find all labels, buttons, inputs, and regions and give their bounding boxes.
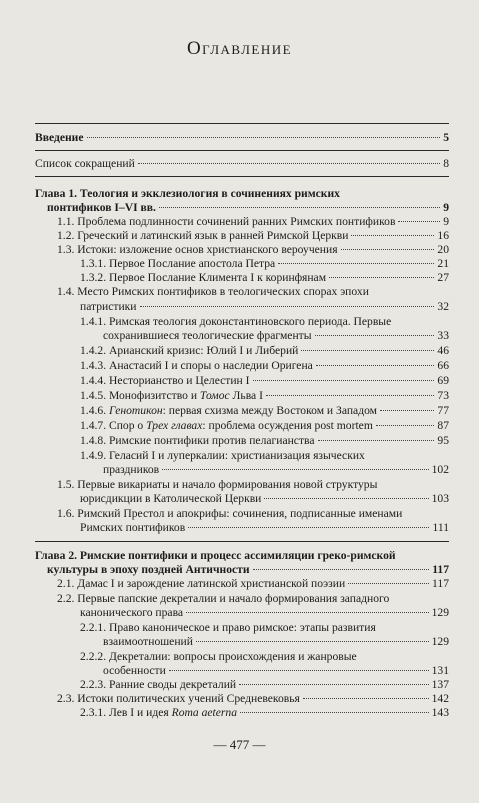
divider — [35, 150, 449, 151]
toc-entry-1-4-8[interactable]: 1.4.8. Римские понтифики против пелагианства 95 — [80, 434, 449, 447]
toc-entry-chapter-1[interactable]: понтификов I–VI вв. 9 — [47, 201, 449, 214]
toc-entry-2-1[interactable]: 2.1. Дамас I и зарождение латинской христианской поэзии 117 — [57, 577, 449, 590]
toc-entry-2-2-1[interactable]: взаимоотношений 129 — [103, 635, 449, 648]
divider — [35, 176, 449, 177]
toc-entry-1-4-1-line1: 1.4.1. Римская теология доконстантиновского периода. Первые — [80, 315, 392, 328]
toc-entry-2-2-1-line1: 2.2.1. Право каноническое и право римское: этапы развития — [80, 621, 376, 634]
chapter-2-title-line1: Глава 2. Римские понтифики и процесс ассимиляции греко-римской — [35, 549, 396, 562]
toc-entry-1-4-4[interactable]: 1.4.4. Несторианство и Целестин I 69 — [80, 374, 449, 387]
divider — [35, 541, 449, 542]
toc-entry-1-4-9[interactable]: праздников 102 — [103, 463, 449, 476]
toc-entry-2-2-2[interactable]: особенности 131 — [103, 664, 449, 677]
toc-entry-1-3[interactable]: 1.3. Истоки: изложение основ христианского вероучения 20 — [57, 243, 449, 256]
toc-entry-1-2[interactable]: 1.2. Греческий и латинский язык в ранней Римской Церкви 16 — [57, 229, 449, 242]
toc-entry-chapter-2[interactable]: культуры в эпоху поздней Античности 117 — [47, 563, 449, 576]
toc-entry-1-4-line1: 1.4. Место Римских понтификов в теологических спорах эпохи — [57, 285, 369, 298]
toc-entry-1-6-line1: 1.6. Римский Престол и апокрифы: сочинения, подписанные именами — [57, 507, 403, 520]
toc-entry-1-4-3[interactable]: 1.4.3. Анастасий I и споры о наследии Оригена 66 — [80, 359, 449, 372]
chapter-1-title-line1: Глава 1. Теология и экклезиология в сочинениях римских — [35, 187, 340, 200]
toc-entry-1-3-2[interactable]: 1.3.2. Первое Послание Климента I к коринфянам 27 — [80, 271, 449, 284]
toc-entry-2-2-2-line1: 2.2.2. Декреталии: вопросы происхождения и жанровые — [80, 650, 357, 663]
toc-entry-1-1[interactable]: 1.1. Проблема подлинности сочинений ранних Римских понтификов 9 — [57, 215, 449, 228]
toc-entry-2-2[interactable]: канонического права 129 — [80, 606, 449, 619]
toc-entry-2-2-3[interactable]: 2.2.3. Ранние своды декреталий 137 — [80, 678, 449, 691]
toc-entry-1-5-line1: 1.5. Первые викариаты и начало формирования новой структуры — [57, 478, 378, 491]
toc-entry-1-5[interactable]: юрисдикции в Католической Церкви 103 — [80, 492, 449, 505]
page-title: Оглавление — [186, 38, 293, 59]
toc-entry-2-3-1[interactable]: 2.3.1. Лев I и идея Roma aeterna 143 — [80, 706, 449, 719]
toc-entry-intro[interactable]: Введение 5 — [35, 131, 449, 144]
toc-entry-abbreviations[interactable]: Список сокращений 8 — [35, 157, 449, 170]
page-number: — 477 — — [213, 737, 266, 752]
toc-entry-1-6[interactable]: Римских понтификов 111 — [80, 521, 449, 534]
toc-entry-1-4-5[interactable]: 1.4.5. Монофизитство и Томос Льва I 73 — [80, 389, 449, 402]
toc-entry-1-4-9-line1: 1.4.9. Геласий I и луперкалии: христианизация языческих — [80, 449, 365, 462]
toc-entry-2-2-line1: 2.2. Первые папские декреталии и начало формирования западного — [57, 592, 390, 605]
toc-entry-1-4-7[interactable]: 1.4.7. Спор о Трех главах: проблема осуждения post mortem 87 — [80, 419, 449, 432]
toc-entry-1-4[interactable]: патристики 32 — [80, 300, 449, 313]
toc-entry-2-3[interactable]: 2.3. Истоки политических учений Средневековья 142 — [57, 692, 449, 705]
toc-entry-1-4-1[interactable]: сохранившиеся теологические фрагменты 33 — [103, 329, 449, 342]
divider — [35, 123, 449, 124]
toc-entry-1-4-2[interactable]: 1.4.2. Арианский кризис: Юлий I и Либерий 46 — [80, 344, 449, 357]
toc-entry-1-4-6[interactable]: 1.4.6. Генотикон: первая схизма между Востоком и Западом 77 — [80, 404, 449, 417]
toc-entry-1-3-1[interactable]: 1.3.1. Первое Послание апостола Петра 21 — [80, 257, 449, 270]
